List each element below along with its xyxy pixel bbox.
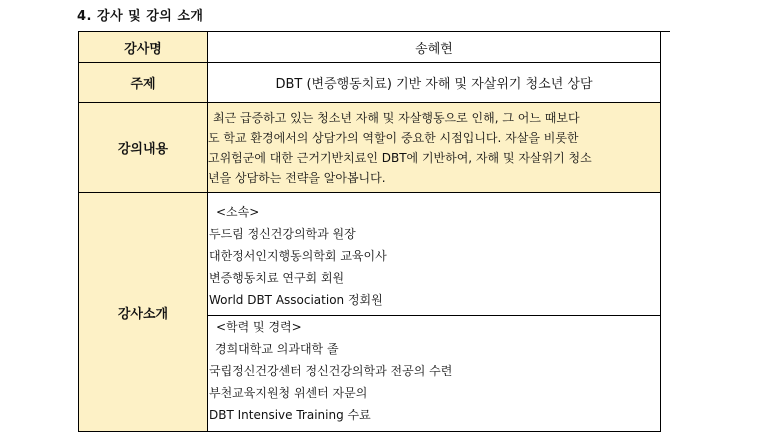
education-item: 부천교육지원청 위센터 자문의 bbox=[209, 385, 368, 400]
content-row bbox=[79, 103, 661, 193]
instructor-row bbox=[79, 32, 661, 63]
content-line: 최근 급증하고 있는 청소년 자해 및 자살행동으로 인해, 그 어느 때보다 bbox=[213, 110, 580, 125]
section-title: 4. 강사 및 강의 소개 bbox=[77, 9, 204, 24]
instructor-name: 송혜현 bbox=[208, 32, 661, 63]
topic-value: DBT (변증행동치료) 기반 자해 및 자살위기 청소년 상담 bbox=[208, 63, 661, 103]
topic-label: 주제 bbox=[79, 63, 208, 103]
table-edge-line bbox=[661, 31, 670, 32]
topic-row bbox=[79, 63, 661, 103]
content-line: 년을 상담하는 전략을 알아봅니다. bbox=[208, 170, 386, 185]
education-item: DBT Intensive Training 수료 bbox=[209, 407, 371, 422]
intro-row bbox=[79, 193, 661, 432]
education-heading: <학력 및 경력> bbox=[216, 319, 302, 334]
affiliation-heading: <소속> bbox=[216, 204, 260, 219]
affiliation-item: World DBT Association 정회원 bbox=[209, 292, 383, 307]
content-line: 도 학교 환경에서의 상담가의 역할이 중요한 시점입니다. 자살을 비롯한 bbox=[208, 130, 579, 145]
education-item: 국립정신건강센터 정신건강의학과 전공의 수련 bbox=[209, 363, 453, 378]
affiliation-item: 대한정서인지행동의학회 교육이사 bbox=[209, 248, 387, 263]
content-label: 강의내용 bbox=[79, 103, 208, 193]
education-block bbox=[208, 315, 660, 427]
affiliation-item: 변증행동치료 연구회 회원 bbox=[209, 270, 345, 285]
instructor-label: 강사명 bbox=[79, 32, 208, 63]
lecture-info-table bbox=[78, 31, 661, 432]
affiliation-block bbox=[208, 198, 660, 315]
intro-details bbox=[208, 193, 661, 432]
education-item: 경희대학교 의과대학 졸 bbox=[215, 341, 339, 356]
content-line: 고위험군에 대한 근거기반치료인 DBT에 기반하여, 자해 및 자살위기 청소 bbox=[208, 150, 592, 165]
affiliation-item: 두드림 정신건강의학과 원장 bbox=[209, 226, 356, 241]
content-description bbox=[208, 103, 661, 193]
intro-label: 강사소개 bbox=[79, 193, 208, 432]
